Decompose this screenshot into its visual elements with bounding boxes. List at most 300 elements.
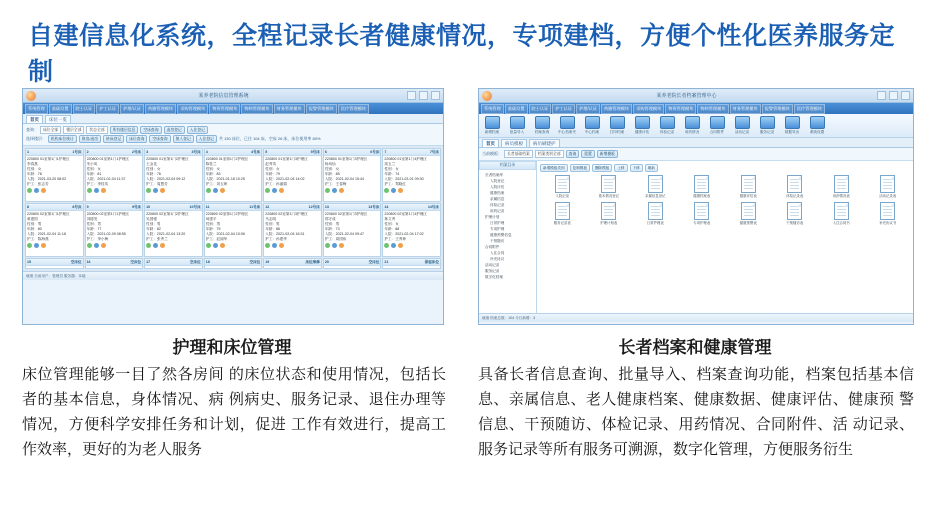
bed-resident-id: 220800 02室第1门1护理区 (86, 212, 130, 216)
toolbar-button[interactable] (707, 116, 727, 135)
status-green-icon[interactable] (325, 243, 330, 248)
close-icon[interactable] (901, 91, 910, 100)
ribbon-item[interactable]: 财务管理模块 (730, 104, 761, 114)
status-blue-icon[interactable] (391, 243, 396, 248)
ribbon-item[interactable]: 药膳管理模块 (601, 104, 632, 114)
status-orange-icon[interactable] (398, 243, 403, 248)
tree-node[interactable]: 补充协议 (490, 257, 505, 261)
tree-node[interactable]: 日常护理 (490, 221, 505, 225)
ribbon-item[interactable]: 护理/认证 (576, 104, 600, 114)
status-blue-icon[interactable] (391, 188, 396, 193)
document-item[interactable] (540, 202, 585, 226)
bed-no: 17 (146, 260, 151, 264)
bed-resident-name: 赵秀英 (265, 162, 277, 166)
doc-toolbar-button[interactable]: 刷新 (645, 164, 658, 172)
status-green-icon[interactable] (206, 243, 211, 248)
bed-no: 16 (86, 260, 91, 264)
status-orange-icon[interactable] (339, 188, 344, 193)
ribbon-item[interactable]: 采购管理模块 (633, 104, 664, 114)
bed-status-icons[interactable] (384, 188, 439, 193)
doc-toolbar-button[interactable]: 下移 (630, 164, 643, 172)
bed-info: 年龄：82 (146, 227, 161, 231)
bed-status-icons[interactable] (384, 243, 439, 248)
bed-status-icons[interactable] (146, 243, 201, 248)
toolbar-button[interactable] (807, 116, 827, 135)
bed-info: 护工：赵丽华 (205, 237, 228, 241)
bed-card-empty[interactable] (85, 258, 144, 269)
bed-info: 年龄：81 (86, 172, 102, 176)
toolbar-button[interactable] (782, 116, 802, 135)
right-filter-area (479, 148, 913, 161)
tree-node[interactable]: 体检记录 (490, 203, 505, 207)
bed-no: 13 (324, 205, 329, 209)
category-select[interactable]: 档案类别全部 (535, 150, 564, 158)
tree-node[interactable]: 干预随访 (490, 239, 505, 243)
ribbon-item[interactable]: 护理/认证 (120, 104, 144, 114)
bed-info: 入院：2021-02-04 10:06 (205, 232, 245, 236)
tab-bed-overview[interactable]: 床位一览 (45, 115, 71, 123)
document-item[interactable] (773, 175, 818, 199)
toolbar-button[interactable] (507, 116, 527, 135)
bed-status-icons[interactable] (206, 243, 261, 248)
status-green-icon[interactable] (146, 243, 151, 248)
tree-node[interactable]: 入院评估 (490, 185, 505, 189)
bed-no: 3 (146, 150, 149, 154)
bed-status-icons[interactable] (206, 188, 261, 193)
status-blue-icon[interactable] (272, 243, 277, 248)
bed-info: 护工：李小梅 (86, 237, 109, 241)
document-icon (648, 175, 663, 193)
document-item[interactable] (587, 175, 632, 199)
bed-info: 护工：王秀珍 (384, 237, 406, 241)
bed-room: 3号床 (191, 150, 201, 154)
bed-info: 性别：女 (205, 167, 221, 171)
filter-button[interactable]: 转床登记 (103, 135, 124, 143)
toolbar-label: 新增档案 (484, 130, 500, 134)
maximize-icon[interactable] (419, 91, 428, 100)
status-orange-icon[interactable] (160, 188, 165, 193)
filter-button[interactable]: 床位查询 (126, 135, 147, 143)
status-orange-icon[interactable] (101, 188, 106, 193)
bed-card-header (26, 149, 83, 156)
doc-toolbar-button[interactable]: 新增模板类别 (540, 164, 568, 172)
bed-resident-name: 朱小凤 (86, 162, 98, 166)
document-name: 用药情况表 (832, 194, 850, 198)
bed-card[interactable] (85, 148, 144, 202)
bed-no: 7 (384, 150, 387, 154)
bed-info: 护工：王春梅 (324, 182, 347, 186)
bed-room: 2号床 (131, 150, 142, 154)
toolbar-label: 中心档案 (584, 130, 600, 134)
ribbon-item[interactable]: 护工认证 (96, 104, 119, 114)
bed-state: 空床位 (70, 260, 82, 264)
ribbon-item[interactable]: 物料管理模块 (241, 104, 272, 114)
document-icon (601, 202, 616, 220)
tab-patient-template[interactable]: 病员模板 (501, 139, 527, 147)
status-green-icon[interactable] (384, 188, 389, 193)
document-name: 健康预警表 (739, 220, 757, 225)
document-item[interactable] (819, 202, 864, 226)
status-green-icon[interactable] (265, 243, 270, 248)
toolbar-label: 体检记录 (659, 130, 675, 134)
bed-resident-name: 郭守成 (324, 217, 336, 221)
left-tabstrip[interactable] (23, 114, 443, 124)
right-app-title: 某养老院长者档案管理中心 (656, 93, 717, 99)
status-blue-icon[interactable] (94, 243, 99, 248)
ribbon-item[interactable]: 基础设置 (505, 104, 528, 114)
checkup-icon (660, 116, 675, 129)
bed-status-icons[interactable] (87, 243, 142, 248)
bed-room: 14号床 (427, 205, 439, 209)
bed-no: 18 (205, 260, 210, 264)
bed-card-empty[interactable] (25, 258, 84, 269)
tree-node[interactable]: 护理计划 (485, 215, 500, 219)
document-item[interactable] (726, 202, 771, 226)
bed-info: 护工：孙丽娟 (265, 182, 287, 186)
document-item[interactable] (866, 202, 911, 226)
center-archive-icon (585, 116, 600, 129)
document-name: 活动记录表 (879, 194, 897, 198)
bed-info: 年龄：73 (324, 227, 340, 231)
ribbon-item[interactable]: 报警管理模块 (306, 104, 337, 114)
document-name: 专项护理表 (693, 220, 711, 225)
status-orange-icon[interactable] (398, 188, 403, 193)
document-name: 服务记录表 (553, 220, 571, 225)
doc-toolbar-button[interactable]: 删除模板 (592, 164, 612, 172)
bed-card[interactable] (382, 148, 441, 202)
tab-record-build[interactable]: 病历刷建护 (529, 139, 560, 147)
bed-room: 9号床 (131, 205, 142, 209)
ribbon-item[interactable]: 报警管理模块 (762, 104, 793, 114)
bed-no: 19 (265, 260, 270, 264)
tree-node[interactable]: 健康档案 (490, 191, 505, 195)
status-orange-icon[interactable] (41, 243, 46, 248)
document-item[interactable] (773, 202, 818, 226)
ribbon-item[interactable]: 物资管理模块 (665, 104, 696, 114)
ribbon-item[interactable]: 医疗管理模块 (338, 104, 369, 114)
status-green-icon[interactable] (206, 188, 211, 193)
toolbar-button[interactable] (632, 116, 652, 135)
document-icon (694, 202, 709, 220)
toolbar-button[interactable] (657, 116, 677, 135)
status-orange-icon[interactable] (339, 243, 344, 248)
bed-info: 性别：男 (265, 222, 280, 226)
bed-status-icons[interactable] (27, 188, 82, 193)
ribbon-item[interactable]: 院士认证 (529, 104, 552, 114)
bed-resident-id: 220800 02室第1门2护理区 (146, 212, 189, 216)
close-icon[interactable] (431, 91, 440, 100)
app-logo-icon (26, 91, 36, 101)
bed-card-empty[interactable] (323, 258, 382, 269)
status-blue-icon[interactable] (213, 243, 218, 248)
filter-field-floor[interactable]: 楼层全部 (63, 126, 84, 134)
document-item[interactable] (680, 202, 725, 226)
tree-node[interactable]: 服务记录 (485, 269, 500, 273)
bed-status-icons[interactable] (325, 188, 380, 193)
status-orange-icon[interactable] (279, 243, 284, 248)
bed-card-header (145, 259, 202, 266)
bed-resident-id: 220800 02室第1门4护理区 (384, 212, 427, 216)
bed-no: 1 (27, 150, 29, 154)
filter-button[interactable]: 退房登记 (164, 126, 185, 134)
document-name: 健康评估表 (739, 194, 757, 198)
doc-toolbar-button[interactable]: 上移 (614, 164, 627, 172)
status-green-icon[interactable] (87, 243, 92, 248)
bed-state: 保留床位 (424, 260, 439, 264)
bed-card[interactable] (323, 203, 382, 257)
bed-card[interactable] (382, 203, 441, 257)
status-green-icon[interactable] (27, 188, 32, 193)
bed-info: 性别：女 (384, 222, 399, 226)
status-blue-icon[interactable] (153, 188, 158, 193)
status-blue-icon[interactable] (272, 188, 277, 193)
document-item[interactable] (587, 202, 632, 226)
reset-button[interactable]: 重置 (581, 150, 595, 158)
bed-card-header (205, 204, 262, 211)
ribbon-item[interactable]: 物资管理模块 (209, 104, 240, 114)
bed-room: 11号床 (249, 205, 261, 209)
bed-info: 性别：男 (27, 222, 42, 226)
add-template-button[interactable]: 新增模板 (597, 150, 618, 158)
right-window-buttons[interactable] (877, 91, 910, 100)
filter-button[interactable]: 所有楼层信息 (110, 126, 139, 134)
document-icon (834, 202, 849, 220)
right-tabstrip[interactable] (479, 138, 913, 148)
template-select[interactable]: 长者基础档案 (504, 150, 533, 158)
document-item[interactable] (633, 202, 678, 226)
bed-info: 年龄：76 (146, 172, 161, 176)
status-blue-icon[interactable] (332, 188, 337, 193)
status-blue-icon[interactable] (34, 243, 39, 248)
bed-resident-name: 黄建国 (27, 217, 38, 221)
status-green-icon[interactable] (87, 188, 92, 193)
caption-body-left: 床位管理能够一目了然各房间 的床位状态和使用情况，包括长者的基本信息，身体情况、病 例病史、服务记录、退住办理等情况，方便科学安排任务和计划，促进 工作有效进行，提高工作效率，更好的为老人服务 (22, 366, 446, 458)
right-ribbon[interactable] (479, 103, 913, 114)
bed-state: 空床位 (189, 260, 201, 264)
screenshot-bed-management (22, 88, 444, 325)
bed-card[interactable] (323, 148, 382, 202)
tree-node[interactable]: 数字化档案 (485, 275, 503, 279)
archive-tree[interactable] (479, 161, 537, 313)
bed-card[interactable] (263, 148, 322, 202)
bed-info: 性别：女 (86, 167, 101, 171)
bed-card-empty[interactable] (204, 258, 263, 269)
bed-card[interactable] (144, 203, 203, 257)
toolbar-label: 系统设置 (809, 130, 825, 134)
document-item[interactable] (540, 175, 585, 199)
document-item[interactable] (819, 175, 864, 199)
toolbar-button[interactable] (532, 116, 552, 135)
bed-card[interactable] (25, 148, 84, 202)
filter-button[interactable]: 空床查询 (140, 126, 161, 134)
app-logo-icon (482, 91, 492, 101)
bed-resident-id: 220800 02室第1门2护理区 (205, 212, 249, 216)
bed-card[interactable] (204, 203, 263, 257)
status-blue-icon[interactable] (213, 188, 218, 193)
document-icon (787, 175, 802, 193)
toolbar-button[interactable] (607, 116, 627, 135)
status-blue-icon[interactable] (153, 243, 158, 248)
ribbon-item[interactable]: 院士认证 (73, 104, 96, 114)
filter-button[interactable]: 换房/退房 (79, 135, 101, 143)
status-orange-icon[interactable] (41, 188, 46, 193)
toolbar-button[interactable] (757, 116, 777, 135)
toolbar-label: 批量导入 (509, 130, 525, 134)
tree-node[interactable]: 亲属信息 (490, 197, 505, 201)
bed-card-empty[interactable] (144, 258, 203, 269)
toolbar-button[interactable] (557, 116, 577, 135)
ribbon-item[interactable]: 基础设置 (49, 104, 72, 114)
bed-info: 性别：男 (205, 222, 221, 226)
bed-status-icons[interactable] (325, 243, 380, 248)
bed-status-icons[interactable] (146, 188, 201, 193)
tab-home[interactable]: 首页 (482, 139, 499, 147)
bed-info: 性别：男 (86, 222, 101, 226)
filter-field-status[interactable]: 状态全部 (86, 126, 107, 134)
document-icon (741, 175, 756, 193)
bed-card-header (145, 149, 202, 156)
filter-field-bed[interactable]: 床位全部 (40, 126, 61, 134)
status-blue-icon[interactable] (34, 188, 39, 193)
ribbon-item[interactable]: 医疗管理模块 (794, 104, 825, 114)
status-orange-icon[interactable] (220, 188, 225, 193)
tree-node[interactable]: 入院登记 (490, 179, 505, 183)
bed-card-empty[interactable] (382, 258, 441, 269)
bed-room: 12号床 (308, 205, 320, 209)
ribbon-item[interactable]: 采购管理模块 (177, 104, 208, 114)
toolbar-button[interactable] (682, 116, 702, 135)
tree-node[interactable]: 合同附件 (485, 245, 500, 249)
bed-card-header (205, 259, 262, 266)
status-orange-icon[interactable] (101, 243, 106, 248)
bed-info: 入院：2021-02-04 09:47 (324, 232, 364, 236)
filter-button[interactable]: 机构床位统计 (48, 135, 77, 143)
gear-icon (810, 116, 825, 129)
bed-no: 9 (86, 205, 89, 209)
bed-no: 21 (384, 260, 389, 264)
document-name: 补充协议书 (879, 220, 897, 225)
document-item[interactable] (680, 175, 725, 199)
toolbar-button[interactable] (482, 116, 502, 135)
ribbon-item[interactable]: 财务管理模块 (274, 104, 305, 114)
tree-node[interactable]: 用药记录 (490, 209, 505, 213)
bed-info: 年龄：85 (324, 172, 340, 176)
tree-node[interactable]: 长者档案库 (485, 173, 503, 177)
toolbar-button[interactable] (582, 116, 602, 135)
bed-resident-id: 220800 01室第1门3护理区 (265, 157, 308, 161)
batch-import-icon (510, 116, 525, 129)
bed-card-header (383, 259, 440, 266)
status-orange-icon[interactable] (279, 188, 284, 193)
folder-icon (560, 116, 575, 129)
minimize-icon[interactable] (407, 91, 416, 100)
doc-toolbar-button[interactable]: 复制模板 (570, 164, 590, 172)
bed-no: 8 (27, 205, 29, 209)
bed-status-icons[interactable] (265, 243, 320, 248)
document-icon (834, 175, 849, 193)
ribbon-item[interactable]: 药膳管理模块 (145, 104, 176, 114)
document-toolbar[interactable] (540, 164, 910, 172)
bed-card-empty[interactable] (263, 258, 322, 269)
status-blue-icon[interactable] (94, 188, 99, 193)
filter-row-1 (26, 126, 440, 134)
status-green-icon[interactable] (146, 188, 151, 193)
tree-node[interactable]: 健康预警信息 (490, 233, 512, 237)
filter-button[interactable]: 空床查询 (149, 135, 170, 143)
left-filter-area (23, 124, 443, 146)
bed-status-icons[interactable] (265, 188, 320, 193)
status-green-icon[interactable] (265, 188, 270, 193)
bed-info: 护工：李桂英 (86, 182, 109, 186)
bed-info: 入院：2021-02-04 15:44 (324, 177, 364, 181)
bed-resident-name: 马志明 (265, 217, 277, 221)
bed-card-header (86, 204, 143, 211)
ribbon-item[interactable]: 系统管理 (25, 104, 48, 114)
document-name: 亲属信息登记 (645, 194, 666, 198)
archive-search-icon (535, 116, 550, 129)
ribbon-item[interactable]: 系统管理 (481, 104, 504, 114)
right-app-titlebar (479, 89, 913, 103)
bed-card[interactable] (144, 148, 203, 202)
bed-card[interactable] (25, 203, 84, 257)
status-orange-icon[interactable] (220, 243, 225, 248)
toolbar-label: 合同附件 (709, 130, 725, 134)
document-item[interactable] (726, 175, 771, 199)
search-button[interactable]: 查询 (566, 150, 580, 158)
status-orange-icon[interactable] (160, 243, 165, 248)
bed-info: 护工：刘玉珍 (205, 182, 228, 186)
tab-home[interactable]: 首页 (26, 115, 43, 123)
status-green-icon[interactable] (27, 243, 32, 248)
toolbar-button[interactable] (732, 116, 752, 135)
ribbon-item[interactable]: 物料管理模块 (697, 104, 728, 114)
filter-button[interactable]: 入住登记 (187, 126, 208, 134)
bed-card[interactable] (204, 148, 263, 202)
status-green-icon[interactable] (325, 188, 330, 193)
filter-button[interactable]: 换人登记 (173, 135, 194, 143)
bed-card[interactable] (85, 203, 144, 257)
document-name: 干预随访表 (786, 220, 804, 225)
bed-info: 入院：2021-02-04 11:18 (27, 232, 66, 236)
bed-info: 年龄：88 (384, 227, 400, 231)
left-ribbon[interactable] (23, 103, 443, 114)
bed-card-header (205, 149, 262, 156)
tree-node[interactable]: 专项护理 (490, 227, 505, 231)
bed-no: 12 (265, 205, 270, 209)
bed-info: 护工：孙建华 (265, 237, 287, 241)
bed-room: 6号床 (370, 150, 380, 154)
maximize-icon[interactable] (889, 91, 898, 100)
tree-node[interactable]: 活动记录 (485, 263, 500, 267)
minimize-icon[interactable] (877, 91, 886, 100)
bed-resident-name: 周玉兰 (384, 162, 396, 166)
right-toolbar[interactable] (479, 114, 913, 138)
tree-node[interactable]: 入住合同 (490, 251, 505, 255)
service-record-icon (760, 116, 775, 129)
document-item[interactable] (866, 175, 911, 199)
document-item[interactable] (633, 175, 678, 199)
filter-button[interactable]: 入住登记 (196, 135, 217, 143)
bed-status-icons[interactable] (87, 188, 142, 193)
bed-status-icons[interactable] (27, 243, 82, 248)
bed-info: 年龄：80 (27, 227, 42, 231)
status-green-icon[interactable] (384, 243, 389, 248)
bed-card[interactable] (263, 203, 322, 257)
status-blue-icon[interactable] (332, 243, 337, 248)
bed-info: 护工：郑晓红 (384, 182, 406, 186)
ribbon-item[interactable]: 护工认证 (552, 104, 575, 114)
left-window-buttons[interactable] (407, 91, 440, 100)
